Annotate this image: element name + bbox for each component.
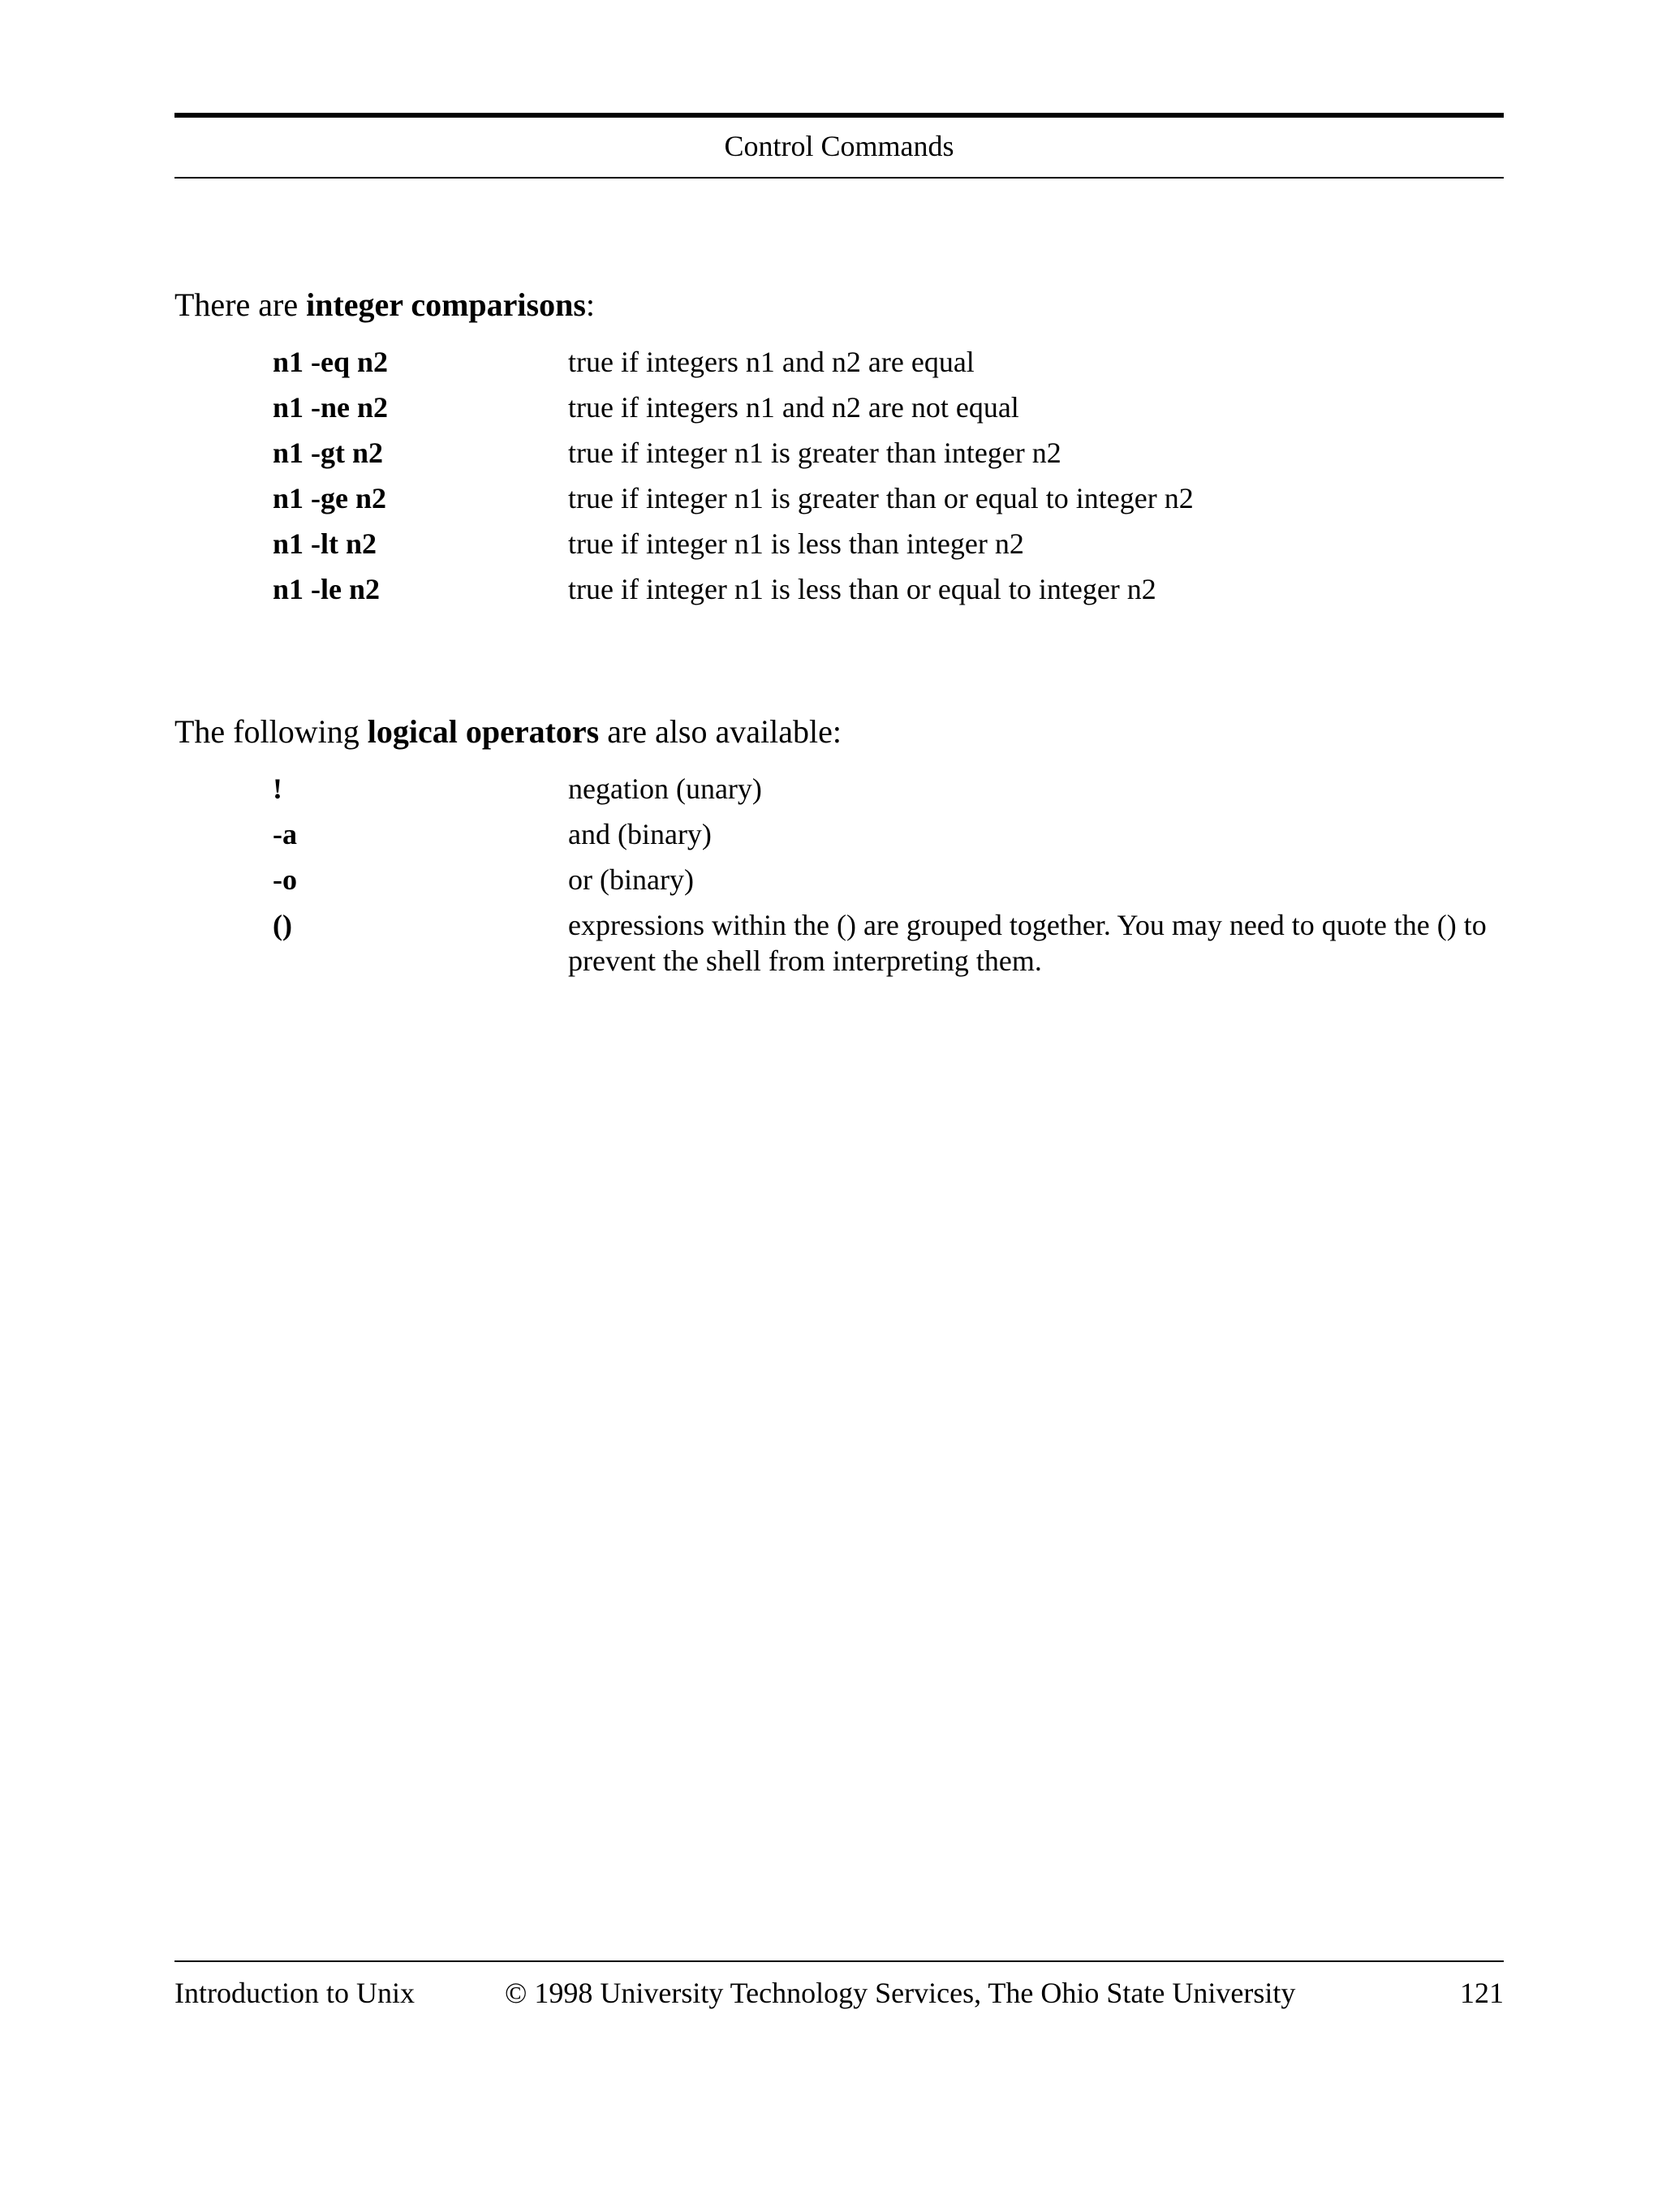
- operator-term: (): [273, 909, 292, 941]
- operator-description: negation (unary): [568, 772, 762, 805]
- intro-bold-term: logical operators: [367, 713, 600, 750]
- intro-text: The following: [174, 713, 368, 750]
- operator-description: true if integer n1 is greater than integer n2: [568, 437, 1061, 469]
- page-number: 121: [1460, 1977, 1504, 2009]
- intro-text: are also available:: [599, 713, 842, 750]
- page-header-title: Control Commands: [724, 130, 954, 162]
- operator-term: -a: [273, 818, 297, 850]
- footer-rule: [174, 1960, 1504, 1962]
- operator-term: n1 -ne n2: [273, 391, 389, 424]
- operator-term: !: [273, 772, 282, 805]
- operator-term: n1 -gt n2: [273, 437, 384, 469]
- operator-term: n1 -eq n2: [273, 346, 389, 378]
- intro-bold-term: integer comparisons: [306, 286, 586, 323]
- intro-text: There are: [174, 286, 307, 323]
- footer-copyright: © 1998 University Technology Services, The Ohio State University: [505, 1977, 1296, 2009]
- operator-description: expressions within the () are grouped together. You may need to quote the () to prevent the shell from interpreting them.: [568, 909, 1487, 977]
- integer-comparisons-intro: [174, 286, 595, 325]
- operator-description: true if integers n1 and n2 are equal: [568, 346, 975, 378]
- operator-description: or (binary): [568, 863, 694, 896]
- intro-text: :: [585, 286, 596, 323]
- operator-term: n1 -le n2: [273, 573, 381, 605]
- header-rule-thick: [174, 113, 1504, 118]
- operator-description: true if integers n1 and n2 are not equal: [568, 391, 1019, 424]
- operator-term: n1 -lt n2: [273, 527, 377, 560]
- operator-description: true if integer n1 is less than or equal to integer n2: [568, 573, 1156, 605]
- operator-term: n1 -ge n2: [273, 482, 387, 514]
- operator-description: true if integer n1 is greater than or equal to integer n2: [568, 482, 1194, 514]
- operator-description: true if integer n1 is less than integer n2: [568, 527, 1024, 560]
- logical-operators-intro: [174, 712, 842, 751]
- header-rule-thin: [174, 177, 1504, 179]
- operator-term: -o: [273, 863, 297, 896]
- footer-document-title: Introduction to Unix: [174, 1977, 415, 2009]
- operator-description: and (binary): [568, 818, 712, 850]
